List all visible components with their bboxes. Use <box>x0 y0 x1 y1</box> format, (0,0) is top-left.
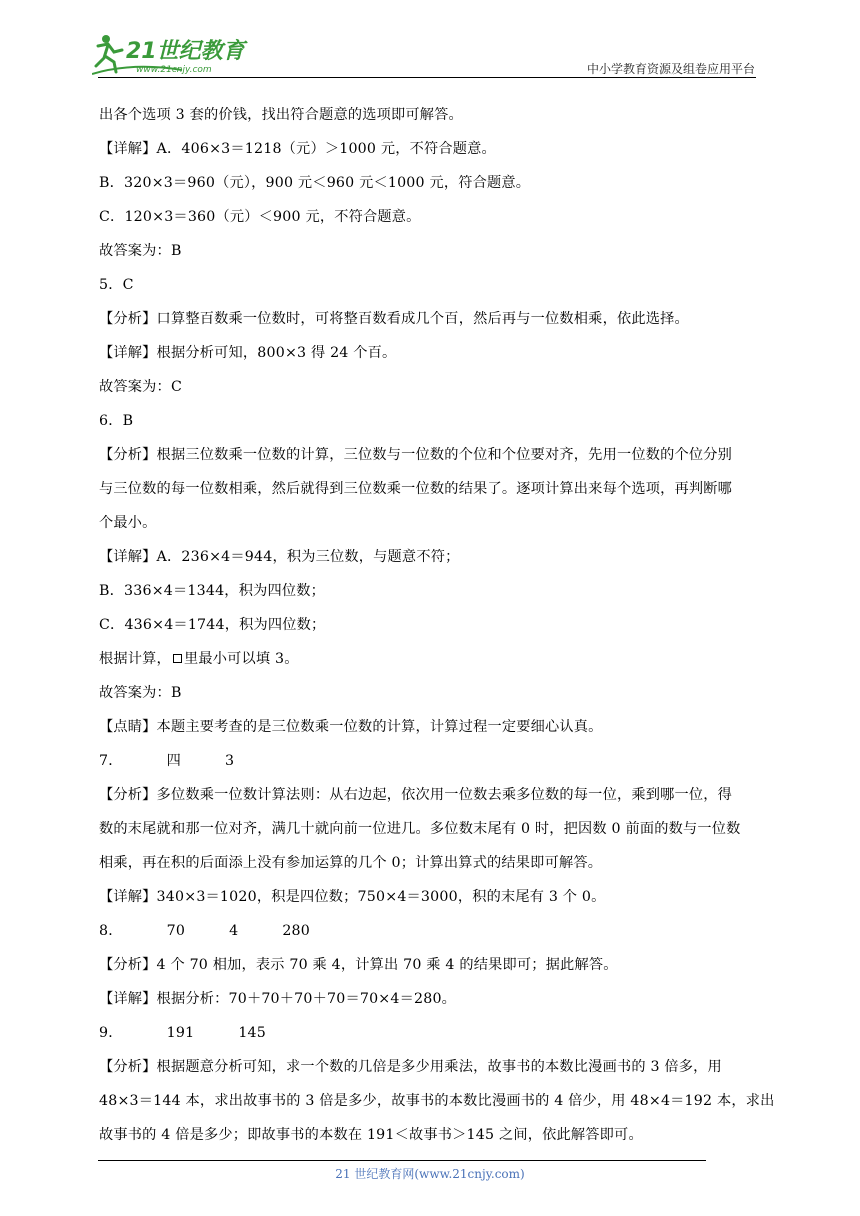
blank-box-icon <box>173 654 182 663</box>
header-divider <box>98 77 756 78</box>
question-answer-row <box>99 914 764 948</box>
question-number: 9． <box>99 1025 123 1041</box>
text-line: 【分析】多位数乘一位数计算法则：从右边起，依次用一位数去乘多位数的每一位，乘到哪一位，得 <box>99 787 733 803</box>
text-line: 与三位数的每一位数相乘，然后就得到三位数乘一位数的结果了。逐项计算出来每个选项，再判断哪 <box>99 481 733 497</box>
answer-value: 4 <box>229 923 239 939</box>
question-number: 8． <box>99 923 123 939</box>
text-line: 【详解】A．236×4＝944，积为三位数，与题意不符； <box>99 549 460 565</box>
answer-value: 四 <box>166 753 182 769</box>
text-line: C．436×4＝1744，积为四位数； <box>99 617 326 633</box>
page-header <box>0 0 860 80</box>
text-line <box>99 642 764 676</box>
question-number: 5．C <box>99 277 134 293</box>
text-line: 【分析】4 个 70 相加，表示 70 乘 4，计算出 70 乘 4 的结果即可；据此解答。 <box>99 957 618 973</box>
answer-value: 191 <box>166 1025 195 1041</box>
header-platform-name: 中小学教育资源及组卷应用平台 <box>586 62 755 76</box>
text-line: 48×3＝144 本，求出故事书的 3 倍是多少，故事书的本数比漫画书的 4 倍少，用 48×4＝192 本，求出 <box>99 1093 775 1109</box>
answer-value: 3 <box>225 753 235 769</box>
text-line: 【详解】根据分析可知，800×3 得 24 个百。 <box>99 345 397 361</box>
text-line: C．120×3＝360（元）＜900 元，不符合题意。 <box>99 209 421 225</box>
question-number: 7． <box>99 753 123 769</box>
text-line: 【详解】根据分析：70＋70＋70＋70＝70×4＝280。 <box>99 991 457 1007</box>
text-line: 【分析】根据三位数乘一位数的计算，三位数与一位数的个位和个位要对齐，先用一位数的个位分别 <box>99 447 733 463</box>
logo-text: 21世纪教育 <box>126 39 245 64</box>
question-answer-row <box>99 744 764 778</box>
answer-value: 280 <box>282 923 310 939</box>
logo-url: www.21cnjy.com <box>136 65 212 75</box>
text-line: 【详解】340×3＝1020，积是四位数；750×4＝3000，积的末尾有 3 个 0。 <box>99 889 606 905</box>
text-line: 【点睛】本题主要考查的是三位数乘一位数的计算，计算过程一定要细心认真。 <box>99 719 603 735</box>
text-line: B．336×4＝1344，积为四位数； <box>99 583 326 599</box>
text-line: 故答案为：B <box>99 685 182 701</box>
text-line: 【详解】A．406×3＝1218（元）＞1000 元，不符合题意。 <box>99 141 496 157</box>
text-fragment: 根据计算， <box>99 651 171 667</box>
answer-value: 145 <box>238 1025 266 1041</box>
text-line: 相乘，再在积的后面添上没有参加运算的几个 0；计算出算式的结果即可解答。 <box>99 855 603 871</box>
text-line: 个最小。 <box>99 515 157 531</box>
question-number: 6．B <box>99 413 134 429</box>
answer-value: 70 <box>166 923 186 939</box>
text-line: 数的末尾就和那一位对齐，满几十就向前一位进几。多位数末尾有 0 时，把因数 0 前面的数与一位数 <box>99 821 741 837</box>
text-line: 【分析】根据题意分析可知，求一个数的几倍是多少用乘法，故事书的本数比漫画书的 3 倍多，用 <box>99 1059 722 1075</box>
text-line: B．320×3＝960（元），900 元＜960 元＜1000 元，符合题意。 <box>99 175 531 191</box>
text-line: 出各个选项 3 套的价钱，找出符合题意的选项即可解答。 <box>99 107 463 123</box>
site-logo <box>92 32 262 76</box>
text-fragment: 里最小可以填 3。 <box>183 651 299 667</box>
question-answer-row <box>99 1016 764 1050</box>
document-body <box>99 98 775 1152</box>
text-line: 故答案为：B <box>99 243 182 259</box>
text-line: 【分析】口算整百数乘一位数时，可将整百数看成几个百，然后再与一位数相乘，依此选择。 <box>99 311 689 327</box>
text-line: 故答案为：C <box>99 379 182 395</box>
footer-divider <box>98 1160 706 1161</box>
page-footer: 21 世纪教育网(www.21cnjy.com) <box>335 1167 525 1181</box>
text-line: 故事书的 4 倍是多少；即故事书的本数在 191＜故事书＞145 之间，依此解答即可。 <box>99 1127 643 1143</box>
